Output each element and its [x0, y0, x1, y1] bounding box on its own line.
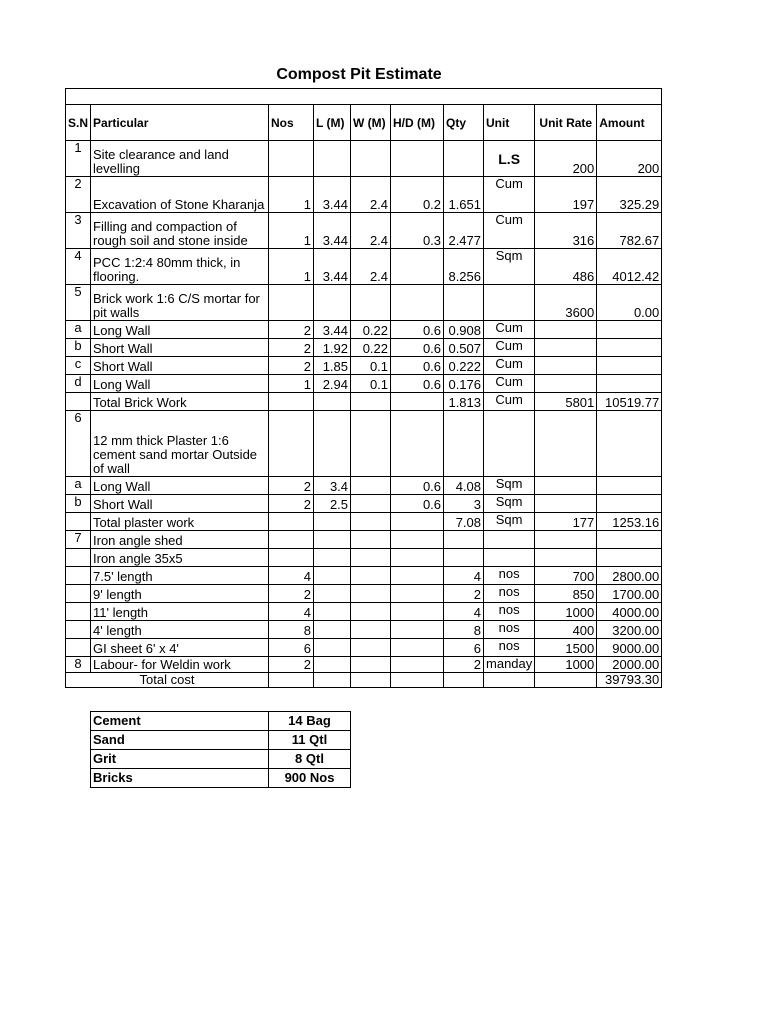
cell-w [351, 141, 391, 177]
cell-sn: b [66, 495, 91, 513]
material-row [91, 712, 351, 731]
cell-particular: Brick work 1:6 C/S mortar for pit walls [91, 285, 269, 321]
cell-nos: 1 [269, 213, 314, 249]
page-title: Compost Pit Estimate [276, 66, 442, 83]
cell-qty: 2 [444, 657, 484, 673]
cell-qty: 2 [444, 585, 484, 603]
cell-h [391, 531, 444, 549]
table-row [66, 213, 662, 249]
cell-w: 2.4 [351, 177, 391, 213]
cell-particular: Short Wall [91, 495, 269, 513]
cell-amount: 782.67 [597, 213, 662, 249]
cell-sn: d [66, 375, 91, 393]
cell-sn [66, 393, 91, 411]
table-row [66, 495, 662, 513]
cell-w: 2.4 [351, 213, 391, 249]
cell-h [391, 621, 444, 639]
cell-amount: 200 [597, 141, 662, 177]
cell-qty: 8.256 [444, 249, 484, 285]
material-qty: 900 Nos [269, 769, 351, 788]
cell-nos: 1 [269, 249, 314, 285]
cell-rate: 200 [535, 141, 597, 177]
estimate-table [65, 88, 662, 688]
table-row [66, 357, 662, 375]
cell-nos [269, 393, 314, 411]
cell-qty [444, 411, 484, 477]
cell-qty: 4 [444, 603, 484, 621]
material-qty: 8 Qtl [269, 750, 351, 769]
cell-rate [535, 375, 597, 393]
table-row [66, 321, 662, 339]
cell-unit: Sqm [484, 249, 535, 285]
cell-rate [535, 531, 597, 549]
cell-rate [535, 477, 597, 495]
cell-w [351, 657, 391, 673]
material-name: Cement [91, 712, 269, 731]
cell-l: 3.4 [314, 477, 351, 495]
cell-sn [66, 549, 91, 567]
column-header: Unit Rate [535, 105, 597, 141]
table-row [66, 513, 662, 531]
cell-amount [597, 357, 662, 375]
cell-amount [597, 477, 662, 495]
cell-nos [269, 549, 314, 567]
column-header: Qty [444, 105, 484, 141]
empty-cell [391, 673, 444, 688]
cell-h [391, 567, 444, 585]
cell-l [314, 585, 351, 603]
cell-particular: Filling and compaction of rough soil and stone inside [91, 213, 269, 249]
cell-unit: nos [484, 603, 535, 621]
cell-nos: 2 [269, 477, 314, 495]
cell-nos: 8 [269, 621, 314, 639]
cell-l: 3.44 [314, 213, 351, 249]
cell-sn: c [66, 357, 91, 375]
cell-unit: Cum [484, 375, 535, 393]
cell-rate: 400 [535, 621, 597, 639]
cell-l: 2.94 [314, 375, 351, 393]
cell-h: 0.6 [391, 477, 444, 495]
cell-particular: Labour- for Weldin work [91, 657, 269, 673]
table-row [66, 411, 662, 477]
cell-h: 0.2 [391, 177, 444, 213]
cell-h [391, 657, 444, 673]
material-row [91, 750, 351, 769]
cell-nos [269, 513, 314, 531]
cell-h [391, 285, 444, 321]
cell-rate [535, 549, 597, 567]
cell-qty [444, 549, 484, 567]
cell-amount: 4012.42 [597, 249, 662, 285]
table-row [66, 339, 662, 357]
cell-rate: 5801 [535, 393, 597, 411]
cell-particular: 9' length [91, 585, 269, 603]
cell-qty: 0.222 [444, 357, 484, 375]
cell-unit: nos [484, 567, 535, 585]
cell-qty: 4.08 [444, 477, 484, 495]
cell-particular: GI sheet 6' x 4' [91, 639, 269, 657]
cell-l [314, 393, 351, 411]
cell-particular: PCC 1:2:4 80mm thick, in flooring. [91, 249, 269, 285]
cell-amount: 2000.00 [597, 657, 662, 673]
cell-rate: 177 [535, 513, 597, 531]
cell-rate: 1000 [535, 603, 597, 621]
cell-amount [597, 321, 662, 339]
cell-qty: 1.813 [444, 393, 484, 411]
cell-w [351, 531, 391, 549]
cell-rate [535, 357, 597, 375]
cell-unit: Cum [484, 177, 535, 213]
cell-particular: 7.5' length [91, 567, 269, 585]
table-row [66, 285, 662, 321]
cell-h [391, 549, 444, 567]
materials-table [90, 711, 351, 788]
cell-amount: 1700.00 [597, 585, 662, 603]
table-row [66, 531, 662, 549]
cell-w: 0.22 [351, 321, 391, 339]
table-row [66, 141, 662, 177]
cell-w [351, 477, 391, 495]
cell-amount: 10519.77 [597, 393, 662, 411]
empty-cell [314, 673, 351, 688]
cell-nos [269, 531, 314, 549]
cell-h: 0.3 [391, 213, 444, 249]
cell-h [391, 141, 444, 177]
cell-sn: 3 [66, 213, 91, 249]
cell-l [314, 141, 351, 177]
cell-nos: 2 [269, 495, 314, 513]
table-row [66, 657, 662, 673]
cell-particular: Iron angle 35x5 [91, 549, 269, 567]
cell-w [351, 567, 391, 585]
cell-rate: 486 [535, 249, 597, 285]
cell-l [314, 285, 351, 321]
cell-sn [66, 513, 91, 531]
cell-amount: 0.00 [597, 285, 662, 321]
cell-h: 0.6 [391, 375, 444, 393]
cell-qty [444, 531, 484, 549]
cell-sn: 8 [66, 657, 91, 673]
cell-particular: Site clearance and land levelling [91, 141, 269, 177]
cell-h [391, 393, 444, 411]
cell-qty: 4 [444, 567, 484, 585]
cell-rate: 1000 [535, 657, 597, 673]
cell-sn [66, 621, 91, 639]
cell-unit: manday [484, 657, 535, 673]
cell-unit: Cum [484, 393, 535, 411]
cell-qty: 6 [444, 639, 484, 657]
cell-sn [66, 603, 91, 621]
cell-l [314, 639, 351, 657]
cell-l: 2.5 [314, 495, 351, 513]
total-amount: 39793.30 [597, 673, 662, 688]
cell-particular: 12 mm thick Plaster 1:6 cement sand mortar Outside of wall [91, 411, 269, 477]
empty-cell [535, 673, 597, 688]
cell-qty: 1.651 [444, 177, 484, 213]
cell-w [351, 549, 391, 567]
material-qty: 11 Qtl [269, 731, 351, 750]
cell-w [351, 621, 391, 639]
cell-unit [484, 549, 535, 567]
cell-qty: 2.477 [444, 213, 484, 249]
cell-h: 0.6 [391, 357, 444, 375]
cell-unit: Sqm [484, 513, 535, 531]
column-header: W (M) [351, 105, 391, 141]
cell-nos: 1 [269, 375, 314, 393]
table-row [66, 621, 662, 639]
cell-sn: 2 [66, 177, 91, 213]
table-row [66, 603, 662, 621]
cell-qty [444, 141, 484, 177]
cell-rate [535, 321, 597, 339]
cell-l [314, 657, 351, 673]
column-header: Particular [91, 105, 269, 141]
material-qty: 14 Bag [269, 712, 351, 731]
table-row [66, 249, 662, 285]
spacer-cell [66, 89, 662, 105]
column-header: S.N [66, 105, 91, 141]
cell-sn [66, 567, 91, 585]
cell-rate: 3600 [535, 285, 597, 321]
cell-amount [597, 549, 662, 567]
cell-particular: Short Wall [91, 357, 269, 375]
cell-l [314, 603, 351, 621]
cell-particular: Iron angle shed [91, 531, 269, 549]
cell-w [351, 513, 391, 531]
cell-particular: 4' length [91, 621, 269, 639]
cell-particular: Total Brick Work [91, 393, 269, 411]
cell-w [351, 585, 391, 603]
cell-amount [597, 495, 662, 513]
cell-sn: 5 [66, 285, 91, 321]
cell-nos: 2 [269, 339, 314, 357]
cell-sn: b [66, 339, 91, 357]
cell-sn: 7 [66, 531, 91, 549]
cell-particular: 11' length [91, 603, 269, 621]
cell-qty: 8 [444, 621, 484, 639]
cell-qty: 0.908 [444, 321, 484, 339]
cell-w [351, 411, 391, 477]
cell-l [314, 411, 351, 477]
cell-l [314, 531, 351, 549]
cell-amount: 9000.00 [597, 639, 662, 657]
cell-w [351, 603, 391, 621]
cell-amount [597, 411, 662, 477]
table-row [66, 585, 662, 603]
material-name: Bricks [91, 769, 269, 788]
cell-h: 0.6 [391, 495, 444, 513]
table-row [66, 177, 662, 213]
cell-nos [269, 411, 314, 477]
cell-sn: a [66, 477, 91, 495]
cell-nos: 2 [269, 657, 314, 673]
cell-particular: Long Wall [91, 321, 269, 339]
cell-nos: 6 [269, 639, 314, 657]
cell-sn: 4 [66, 249, 91, 285]
cell-l [314, 567, 351, 585]
cell-nos: 2 [269, 321, 314, 339]
cell-rate: 316 [535, 213, 597, 249]
cell-nos: 4 [269, 603, 314, 621]
cell-amount [597, 531, 662, 549]
cell-h [391, 603, 444, 621]
cell-particular: Short Wall [91, 339, 269, 357]
table-row [66, 477, 662, 495]
cell-amount [597, 375, 662, 393]
cell-amount [597, 339, 662, 357]
cell-nos: 1 [269, 177, 314, 213]
cell-unit [484, 285, 535, 321]
cell-unit: Cum [484, 339, 535, 357]
cell-h [391, 513, 444, 531]
cell-l [314, 621, 351, 639]
cell-unit [484, 411, 535, 477]
cell-amount: 325.29 [597, 177, 662, 213]
cell-rate: 1500 [535, 639, 597, 657]
cell-particular: Total plaster work [91, 513, 269, 531]
cell-rate: 700 [535, 567, 597, 585]
cell-w: 2.4 [351, 249, 391, 285]
cell-unit: nos [484, 639, 535, 657]
column-header: H/D (M) [391, 105, 444, 141]
spacer-row [66, 89, 662, 105]
cell-l [314, 549, 351, 567]
empty-cell [484, 673, 535, 688]
cell-particular: Long Wall [91, 375, 269, 393]
cell-rate: 197 [535, 177, 597, 213]
cell-rate [535, 411, 597, 477]
total-row [66, 673, 662, 688]
column-header: L (M) [314, 105, 351, 141]
cell-l: 3.44 [314, 177, 351, 213]
cell-nos: 2 [269, 585, 314, 603]
cell-w [351, 639, 391, 657]
cell-unit: L.S [484, 141, 535, 177]
column-header: Nos [269, 105, 314, 141]
cell-nos [269, 285, 314, 321]
cell-sn [66, 639, 91, 657]
cell-sn: a [66, 321, 91, 339]
cell-sn: 1 [66, 141, 91, 177]
material-name: Sand [91, 731, 269, 750]
cell-h: 0.6 [391, 321, 444, 339]
material-row [91, 731, 351, 750]
empty-cell [269, 673, 314, 688]
cell-unit: Sqm [484, 495, 535, 513]
cell-qty [444, 285, 484, 321]
cell-h [391, 249, 444, 285]
cell-unit: Cum [484, 321, 535, 339]
cell-w: 0.1 [351, 357, 391, 375]
material-name: Grit [91, 750, 269, 769]
cell-qty: 7.08 [444, 513, 484, 531]
cell-l: 1.92 [314, 339, 351, 357]
cell-l: 3.44 [314, 321, 351, 339]
material-row [91, 769, 351, 788]
total-label: Total cost [66, 673, 269, 688]
cell-nos [269, 141, 314, 177]
cell-w: 0.22 [351, 339, 391, 357]
empty-cell [351, 673, 391, 688]
cell-amount: 3200.00 [597, 621, 662, 639]
table-row [66, 639, 662, 657]
cell-rate [535, 339, 597, 357]
cell-nos: 4 [269, 567, 314, 585]
cell-nos: 2 [269, 357, 314, 375]
header-row [66, 105, 662, 141]
cell-l [314, 513, 351, 531]
cell-w [351, 285, 391, 321]
cell-qty: 0.176 [444, 375, 484, 393]
cell-w [351, 495, 391, 513]
table-row [66, 549, 662, 567]
column-header: Unit [484, 105, 535, 141]
cell-sn [66, 585, 91, 603]
column-header: Amount [597, 105, 662, 141]
table-row [66, 393, 662, 411]
cell-qty: 3 [444, 495, 484, 513]
cell-w [351, 393, 391, 411]
cell-unit [484, 531, 535, 549]
cell-l: 1.85 [314, 357, 351, 375]
cell-l: 3.44 [314, 249, 351, 285]
cell-particular: Excavation of Stone Kharanja [91, 177, 269, 213]
table-row [66, 567, 662, 585]
cell-rate: 850 [535, 585, 597, 603]
cell-rate [535, 495, 597, 513]
empty-cell [444, 673, 484, 688]
table-row [66, 375, 662, 393]
cell-amount: 2800.00 [597, 567, 662, 585]
cell-amount: 4000.00 [597, 603, 662, 621]
cell-particular: Long Wall [91, 477, 269, 495]
cell-unit: Sqm [484, 477, 535, 495]
cell-sn: 6 [66, 411, 91, 477]
cell-unit: nos [484, 621, 535, 639]
cell-h [391, 411, 444, 477]
cell-amount: 1253.16 [597, 513, 662, 531]
cell-h [391, 585, 444, 603]
cell-unit: Cum [484, 213, 535, 249]
cell-h: 0.6 [391, 339, 444, 357]
cell-w: 0.1 [351, 375, 391, 393]
cell-unit: nos [484, 585, 535, 603]
cell-qty: 0.507 [444, 339, 484, 357]
cell-h [391, 639, 444, 657]
cell-unit: Cum [484, 357, 535, 375]
